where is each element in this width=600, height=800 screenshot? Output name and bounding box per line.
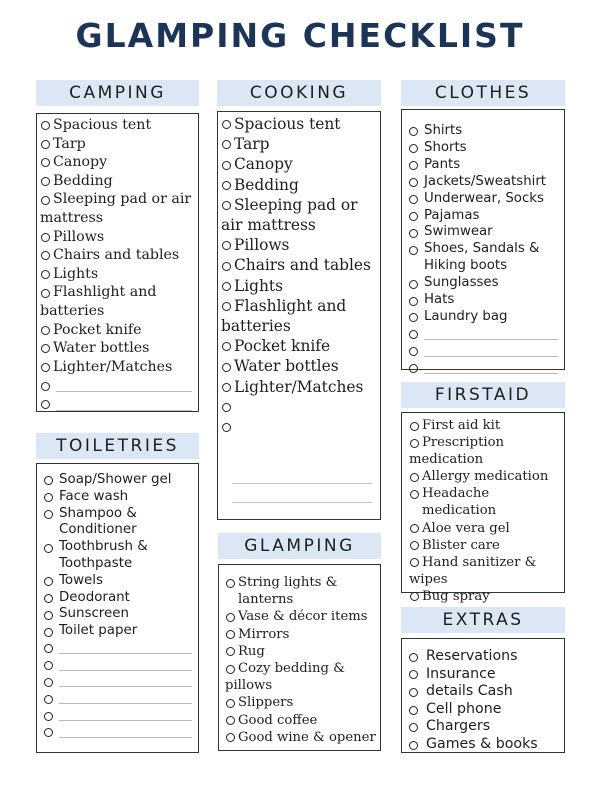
list-item[interactable]	[43, 489, 198, 506]
blank-list-item[interactable]	[43, 707, 198, 724]
item-label: String lights & lanterns	[238, 575, 338, 608]
blank-list-item[interactable]	[40, 376, 198, 395]
list-item[interactable]	[408, 701, 564, 719]
item-label: Chairs and tables	[234, 256, 371, 275]
item-label: Deodorant	[59, 589, 130, 605]
list-item[interactable]	[43, 539, 198, 573]
list-item[interactable]	[40, 339, 198, 358]
list-item[interactable]	[408, 224, 564, 241]
item-label: Tarp	[234, 135, 270, 154]
list-item[interactable]	[221, 114, 380, 134]
list-item[interactable]	[221, 154, 380, 174]
cooking-section	[217, 80, 381, 520]
writing-lines	[232, 467, 372, 503]
list-item[interactable]	[408, 191, 564, 208]
list-item[interactable]	[221, 134, 380, 154]
list-item[interactable]	[40, 246, 198, 265]
item-label: Pajamas	[424, 207, 480, 223]
item-label: Headache medication	[422, 486, 497, 519]
item-label: Blister care	[422, 537, 500, 553]
extras-section	[401, 607, 565, 753]
firstaid-section	[401, 382, 565, 604]
list-item[interactable]	[225, 608, 380, 625]
item-label: Flashlight and batteries	[40, 284, 157, 319]
item-label: Shorts	[424, 139, 467, 155]
blank-list-item[interactable]	[43, 674, 198, 691]
item-label: Vase & décor items	[238, 609, 368, 625]
camping-box	[36, 113, 199, 412]
item-label: Insurance	[426, 665, 496, 682]
list-item[interactable]	[408, 123, 564, 140]
item-label: Canopy	[234, 155, 293, 174]
list-item[interactable]	[408, 275, 564, 292]
list-item[interactable]	[221, 276, 380, 296]
list-item[interactable]	[409, 468, 564, 485]
list-item[interactable]	[40, 228, 198, 247]
item-label: Hats	[424, 292, 455, 308]
item-label: Games & books	[426, 735, 538, 752]
list-item[interactable]	[408, 309, 564, 326]
list-item[interactable]	[225, 729, 380, 746]
list-item[interactable]	[225, 660, 380, 694]
list-item[interactable]	[40, 153, 198, 172]
list-item[interactable]	[409, 520, 564, 537]
list-item[interactable]	[221, 377, 380, 397]
list-item[interactable]	[40, 283, 198, 320]
blank-list-item[interactable]	[40, 395, 198, 414]
item-label: Soap/Shower gel	[59, 472, 172, 487]
list-item[interactable]	[40, 358, 198, 377]
toiletries-box	[36, 463, 199, 753]
extras-heading: EXTRAS	[401, 607, 565, 633]
list-item[interactable]	[409, 434, 564, 468]
item-label: Flashlight and batteries	[221, 296, 347, 336]
item-label: Bedding	[53, 172, 113, 189]
clothes-section	[401, 80, 565, 370]
item-label: Sunglasses	[424, 275, 499, 291]
item-label: Pocket knife	[53, 321, 142, 338]
item-label: Laundry bag	[424, 308, 508, 324]
item-label: Spacious tent	[234, 115, 341, 133]
list-item[interactable]	[409, 537, 564, 554]
list-item[interactable]	[40, 172, 198, 191]
item-label: Reservations	[426, 648, 518, 664]
glamping-box	[218, 564, 381, 751]
blank-list-item[interactable]	[43, 640, 198, 657]
list-item[interactable]	[221, 235, 380, 255]
item-label: Water bottles	[234, 357, 339, 376]
blank-list-item[interactable]	[43, 657, 198, 674]
item-label: Water bottles	[53, 340, 150, 357]
item-label: Cell phone	[426, 700, 502, 717]
item-label: Rug	[238, 643, 265, 659]
item-label: Chairs and tables	[53, 247, 180, 264]
item-label: Lights	[234, 276, 283, 295]
list-item[interactable]	[225, 694, 380, 711]
item-label: Lighter/Matches	[234, 377, 364, 396]
list-item[interactable]	[221, 175, 380, 195]
list-item[interactable]	[225, 574, 380, 608]
list-item[interactable]	[408, 208, 564, 225]
list-item[interactable]	[43, 506, 198, 540]
item-label: Pillows	[234, 236, 290, 255]
cooking-heading: COOKING	[217, 80, 381, 106]
glamping-section	[218, 533, 381, 751]
item-label: Shirts	[424, 123, 463, 138]
list-item[interactable]	[221, 336, 380, 356]
list-item[interactable]	[40, 321, 198, 340]
item-label: Jackets/Sweatshirt	[424, 173, 546, 189]
item-label: Pillows	[53, 228, 105, 245]
list-item[interactable]	[221, 356, 380, 376]
item-label: Underwear, Socks	[424, 190, 544, 206]
list-item[interactable]	[40, 190, 198, 227]
list-item[interactable]	[409, 588, 564, 605]
item-label: Toothbrush & Toothpaste	[59, 539, 148, 571]
item-label: Spacious tent	[53, 117, 152, 133]
item-label: Slippers	[238, 695, 294, 711]
list-item[interactable]	[409, 485, 564, 519]
item-label: Bedding	[234, 175, 299, 194]
list-item[interactable]	[408, 648, 564, 666]
item-label: Toilet paper	[59, 623, 138, 639]
blank-list-item[interactable]	[43, 690, 198, 707]
list-item[interactable]	[408, 666, 564, 684]
list-item[interactable]	[43, 573, 198, 590]
item-label: Allergy medication	[422, 469, 549, 485]
list-item[interactable]	[221, 195, 380, 235]
list-item[interactable]	[40, 116, 198, 135]
list-item[interactable]	[225, 626, 380, 643]
item-label: Shoes, Sandals & Hiking boots	[424, 241, 540, 274]
item-label: First aid kit	[422, 418, 501, 433]
list-item[interactable]	[43, 623, 198, 640]
item-label: Tarp	[53, 135, 86, 152]
item-label: Sleeping pad or air mattress	[40, 191, 192, 226]
list-item[interactable]	[408, 241, 564, 275]
list-item[interactable]	[408, 736, 564, 754]
firstaid-box	[401, 412, 565, 604]
list-item[interactable]	[409, 417, 564, 434]
item-label: Chargers	[426, 718, 491, 735]
list-item[interactable]	[43, 590, 198, 607]
item-label: Sunscreen	[59, 606, 129, 622]
firstaid-heading: FIRSTAID	[401, 382, 565, 408]
item-label: Face wash	[59, 488, 129, 504]
toiletries-section	[36, 433, 199, 753]
item-label: Good coffee	[238, 712, 318, 728]
list-item[interactable]	[43, 472, 198, 489]
cooking-box	[217, 111, 381, 520]
extras-box	[401, 638, 565, 753]
list-item[interactable]	[408, 174, 564, 191]
item-label: details Cash	[426, 683, 513, 700]
item-label: Pants	[424, 156, 461, 172]
item-label: Swimwear	[424, 224, 493, 240]
clothes-heading: CLOTHES	[401, 80, 565, 106]
page-title: GLAMPING CHECKLIST	[75, 16, 525, 55]
list-item[interactable]	[408, 157, 564, 174]
blank-list-item[interactable]	[408, 360, 564, 377]
list-item[interactable]	[225, 712, 380, 729]
list-item[interactable]	[40, 265, 198, 284]
item-label: Prescription medication	[409, 435, 505, 468]
list-item[interactable]	[43, 606, 198, 623]
item-label: Cozy bedding & pillows	[225, 661, 345, 694]
item-label: Mirrors	[238, 626, 290, 642]
item-label: Hand sanitizer & wipes	[409, 554, 537, 587]
item-label: Lighter/Matches	[53, 358, 173, 375]
blank-list-item[interactable]	[43, 724, 198, 741]
list-item[interactable]	[408, 683, 564, 701]
clothes-box	[401, 109, 565, 370]
item-label: Towels	[59, 572, 103, 588]
camping-heading: CAMPING	[36, 80, 199, 106]
blank-list-item[interactable]	[408, 326, 564, 343]
glamping-heading: GLAMPING	[218, 533, 381, 559]
item-label: Canopy	[53, 154, 108, 171]
list-item[interactable]	[408, 140, 564, 157]
list-item[interactable]	[225, 643, 380, 660]
list-item[interactable]	[221, 255, 380, 275]
item-label: Lights	[53, 265, 99, 282]
item-label: Bug spray	[422, 588, 490, 604]
list-item[interactable]	[408, 718, 564, 736]
list-item[interactable]	[409, 554, 564, 588]
item-label: Shampoo & Conditioner	[59, 505, 137, 538]
toiletries-heading: TOILETRIES	[36, 433, 199, 459]
blank-list-item[interactable]	[221, 417, 380, 437]
camping-section	[36, 80, 199, 412]
list-item[interactable]	[221, 296, 380, 336]
blank-list-item[interactable]	[221, 397, 380, 417]
blank-list-item[interactable]	[408, 343, 564, 360]
item-label: Sleeping pad or air mattress	[221, 195, 358, 235]
item-label: Good wine & opener	[238, 729, 376, 745]
item-label: Pocket knife	[234, 337, 331, 356]
list-item[interactable]	[40, 135, 198, 154]
list-item[interactable]	[408, 292, 564, 309]
item-label: Aloe vera gel	[422, 520, 510, 536]
